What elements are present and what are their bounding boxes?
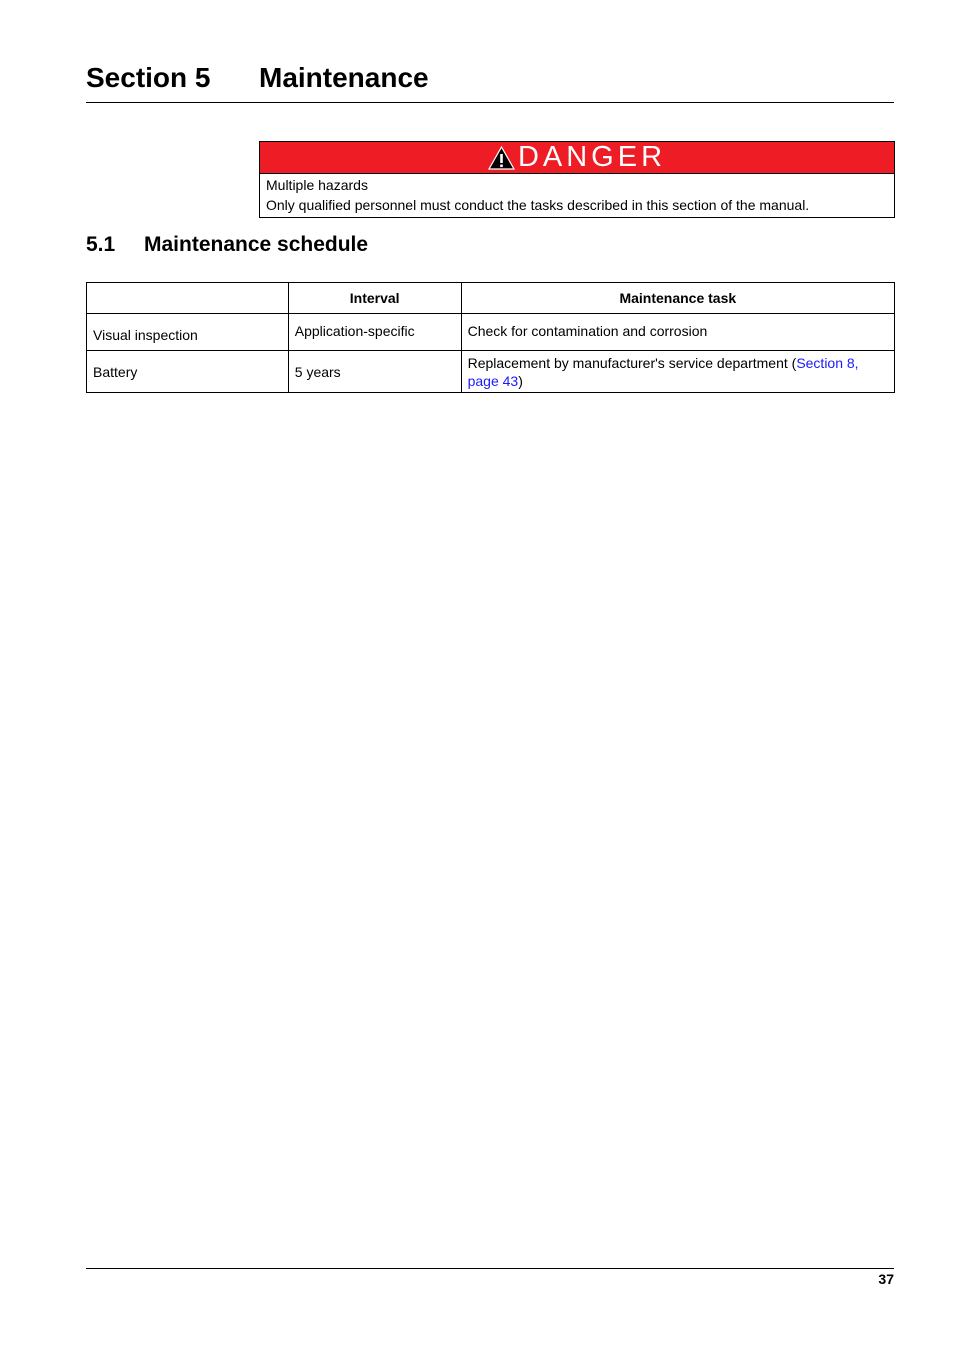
section-number: Section 5 [86,62,211,93]
table-row [87,351,895,393]
table-cell-task [461,351,894,393]
maintenance-schedule-table [86,282,895,393]
section-heading [86,58,894,103]
table-header-interval: Interval [288,283,461,314]
table-cell-item: Battery [87,351,289,393]
danger-header [260,142,894,174]
table-header-task: Maintenance task [461,283,894,314]
table-header-row [87,283,895,314]
danger-notice [259,141,895,218]
table-cell-interval: Application-specific [288,314,461,351]
table-cell-interval: 5 years [288,351,461,393]
task-text-suffix: ) [518,372,523,389]
table-row [87,314,895,351]
table-header-item [87,283,289,314]
section-8-link[interactable]: Section 8, [796,354,859,371]
danger-instruction-text: Only qualified personnel must conduct the tasks described in this section of the manual. [266,197,810,213]
subsection-number: 5.1 [86,233,116,256]
section-title: Maintenance [259,62,429,93]
subsection-title: Maintenance schedule [144,233,369,256]
warning-triangle-icon [488,146,515,170]
footer-rule [86,1268,894,1269]
danger-label: DANGER [517,141,667,173]
table-cell-item: Visual inspection [87,314,289,351]
task-text: Replacement by manufacturer's service department ( [467,354,797,371]
table-cell-task: Check for contamination and corrosion [461,314,894,351]
page-number: 37 [878,1271,894,1287]
danger-hazard-text: Multiple hazards [266,177,368,193]
page-43-link[interactable]: page 43 [467,372,519,389]
